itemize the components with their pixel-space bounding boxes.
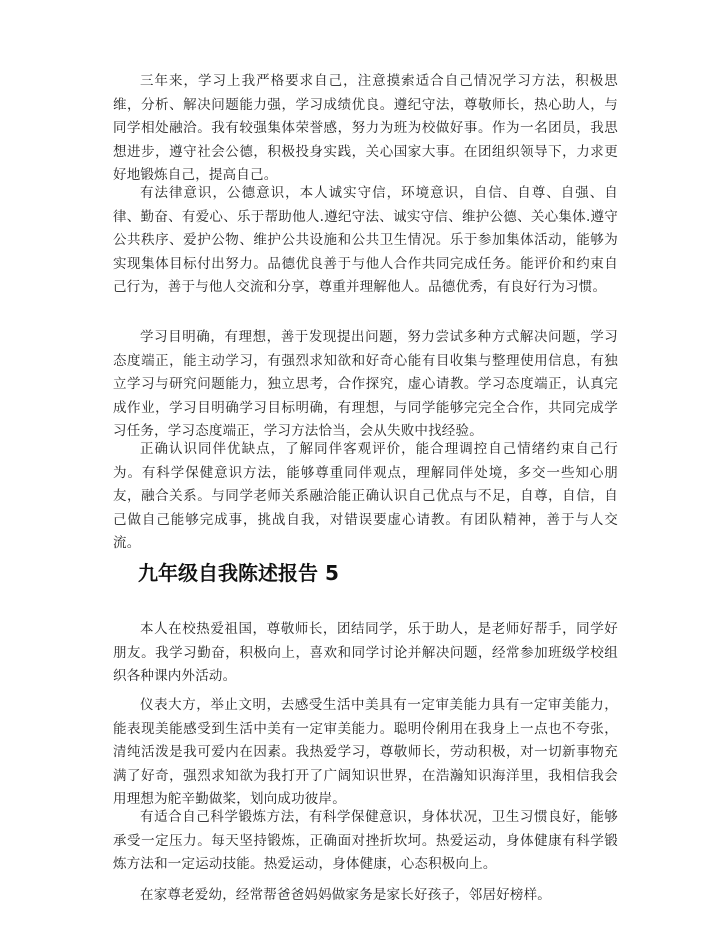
paragraph-learning-goals: 学习目明确，有理想，善于发现提出问题，努力尝试多种方式解决问题，学习态度端正，能主动学习，有强烈求知欲和好奇心能有目收集与整理使用信息，有独立学习与研究问题能力，独立思考，合作探究，虚心请教。学习态度端正，认真完成作业，学习目明确学习目标明确，有理想，与同学能够完完全合作，共同完成学习任务，学习态度端正，学习方法恰当，会从失败中找经验。 (113, 329, 618, 439)
paragraph-fitness: 有适合自己科学锻炼方法，有科学保健意识，身体状况，卫生习惯良好，能够承受一定压力。每天坚持锻炼，正确面对挫折坎坷。热爱运动，身体健康有科学锻炼方法和一定运动技能。热爱运动，身体健康，心态积极向上。 (113, 809, 618, 872)
paragraph-morality: 有法律意识，公德意识，本人诚实守信，环境意识，自信、自尊、自强、自律、勤奋、有爱心、乐于帮助他人.遵纪守法、诚实守信、维护公德、关心集体.遵守公共秩序、爱护公物、维护公共设施和公共卫生情况。乐于参加集体活动，能够为实现集体目标付出努力。品德优良善于与他人合作共同完成任务。能评价和约束自己行为，善于与他人交流和分享，尊重并理解他人。品德优秀，有良好行为习惯。 (113, 185, 618, 295)
paragraph-school-life: 本人在校热爱祖国，尊敬师长，团结同学，乐于助人，是老师好帮手，同学好朋友。我学习勤奋，积极向上，喜欢和同学讨论并解决问题，经常参加班级学校组织各种课内外活动。 (113, 621, 618, 684)
paragraph-peers: 正确认识同伴优缺点，了解同伴客观评价，能合理调控自己情绪约束自己行为。有科学保健意识方法，能够尊重同伴观点，理解同伴处境，多交一些知心朋友，融合关系。与同学老师关系融洽能正确认识自己优点与不足，自尊，自信，自己做自己能够完成事，挑战自我，对错误要虚心请教。有团队精神，善于与人交流。 (113, 441, 618, 551)
paragraph-aesthetics: 仪表大方，举止文明，去感受生活中美具有一定审美能力具有一定审美能力，能表现美能感受到生活中美有一定审美能力。聪明伶俐用在我身上一点也不夸张，清纯活泼是我可爱内在因素。我热爱学习，尊敬师长，劳动积极，对一切新事物充满了好奇，强烈求知欲为我打开了广阔知识世界，在浩瀚知识海洋里，我相信我会用理想为舵辛勤做桨，划向成功彼岸。 (113, 697, 618, 807)
paragraph-study: 三年来，学习上我严格要求自己，注意摸索适合自己情况学习方法，积极思维，分析、解决问题能力强，学习成绩优良。遵纪守法，尊敬师长，热心助人，与同学相处融洽。我有较强集体荣誉感，努力为班为校做好事。作为一名团员，我思想进步，遵守社会公德，积极投身实践，关心国家大事。在团组织领导下，力求更好地锻炼自己，提高自己。 (113, 73, 618, 183)
paragraph-family: 在家尊老爱幼，经常帮爸爸妈妈做家务是家长好孩子，邻居好榜样。 (140, 887, 551, 903)
section-heading: 九年级自我陈述报告 5 (138, 561, 339, 585)
